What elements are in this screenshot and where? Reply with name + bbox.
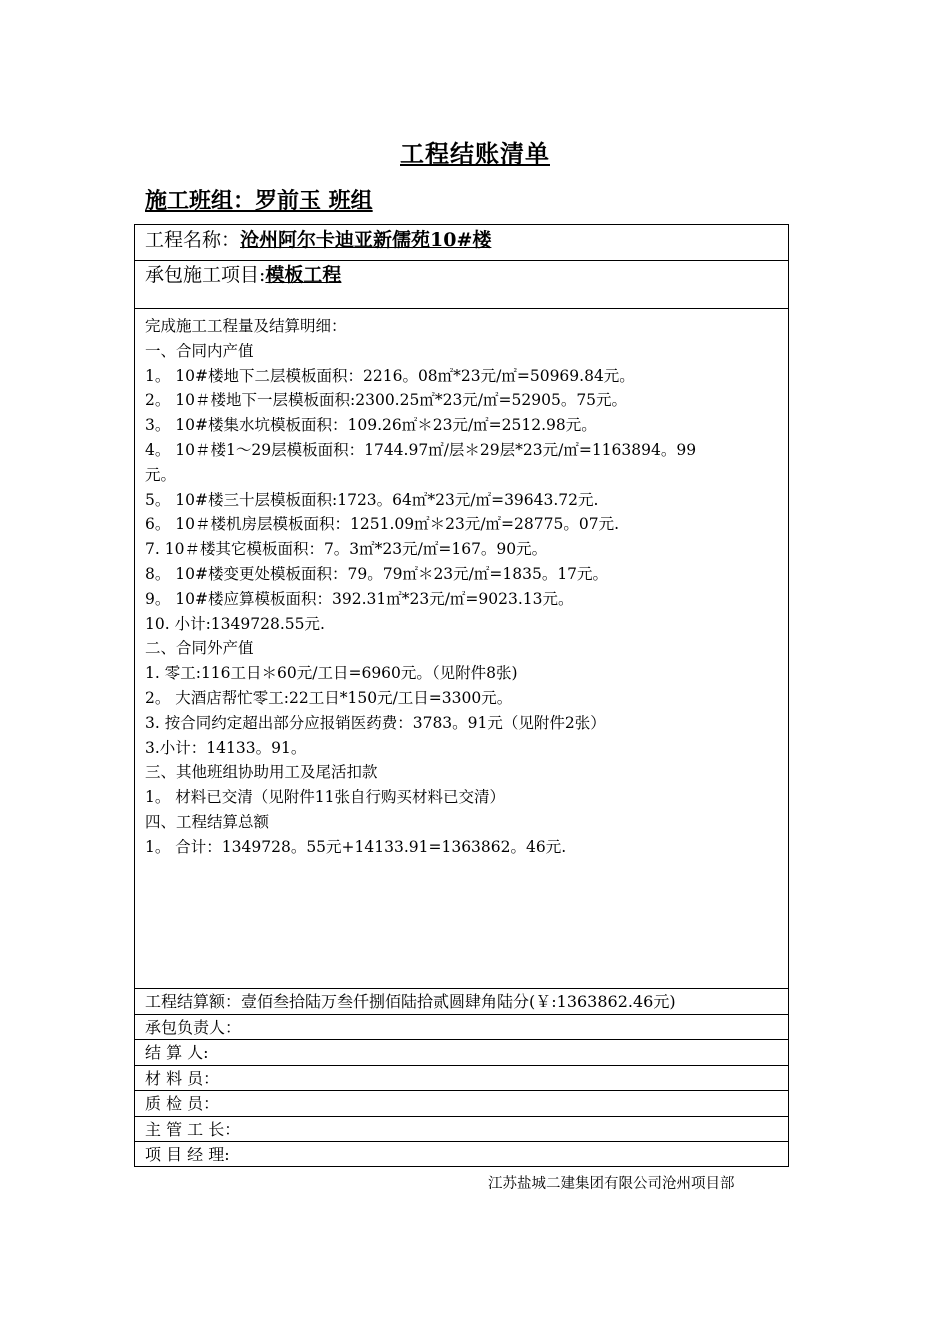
contract-item-value: 模板工程	[265, 264, 342, 286]
detail-line: 7. 10＃楼其它模板面积：7。3㎡*23元/㎡=167。90元。	[145, 540, 548, 559]
signature-settler: 结 算 人:	[135, 1040, 788, 1065]
contract-item-row	[135, 261, 788, 309]
detail-line: 完成施工工程量及结算明细：	[145, 317, 347, 335]
detail-line: 3.小计：14133。91。	[145, 738, 307, 757]
detail-line: 3. 按合同约定超出部分应报销医药费：3783。91元（见附件2张）	[145, 713, 606, 732]
detail-line: 一、合同内产值	[145, 341, 254, 360]
settlement-table	[134, 224, 789, 1167]
company-footer: 江苏盐城二建集团有限公司沧州项目部	[488, 1176, 735, 1192]
detail-line: 1。 材料已交清（见附件11张自行购买材料已交清）	[145, 788, 506, 807]
contract-item-label: 承包施工项目:	[145, 264, 266, 286]
signature-foreman: 主 管 工 长：	[135, 1117, 788, 1142]
project-name-label: 工程名称：	[145, 229, 241, 251]
detail-line: 3。 10#楼集水坑模板面积：109.26㎡＊23元/㎡=2512.98元。	[145, 416, 597, 435]
settlement-details	[135, 309, 788, 989]
detail-line: 2。 10＃楼地下一层模板面积:2300.25㎡*23元/㎡=52905。75元。	[145, 391, 628, 410]
detail-line: 1。 合计：1349728。55元+14133.91=1363862。46元.	[145, 837, 567, 856]
signature-block	[135, 1015, 788, 1167]
detail-line: 二、合同外产值	[145, 639, 254, 658]
signature-project-manager: 项 目 经 理:	[145, 1144, 230, 1164]
signature-inspector: 质 检 员：	[135, 1091, 788, 1116]
detail-line: 1. 零工:116工日＊60元/工日=6960元。（见附件8张)	[145, 664, 518, 683]
project-name-value: 沧州阿尔卡迪亚新儒苑10#楼	[240, 229, 492, 251]
signature-materials: 材 料 员：	[135, 1066, 788, 1091]
detail-line: 1。 10#楼地下二层模板面积：2216。08㎡*23元/㎡=50969.84元。	[145, 366, 635, 385]
detail-line: 4。 10＃楼1～29层模板面积：1744.97㎡/层＊29层*23元/㎡=1163894。99	[145, 440, 697, 459]
detail-line: 元。	[145, 465, 177, 484]
detail-line: 5。 10#楼三十层模板面积:1723。64㎡*23元/㎡=39643.72元.	[145, 490, 599, 509]
construction-team: 施工班组：罗前玉 班组	[145, 188, 373, 214]
document-title: 工程结账清单	[400, 139, 550, 168]
detail-line: 2。 大酒店帮忙零工:22工日*150元/工日=3300元。	[145, 688, 513, 707]
detail-line: 6。 10＃楼机房层模板面积：1251.09㎡＊23元/㎡=28775。07元.	[145, 515, 620, 534]
detail-line: 8。 10#楼变更处模板面积：79。79㎡＊23元/㎡=1835。17元。	[145, 564, 609, 583]
detail-line: 9。 10#楼应算模板面积：392.31㎡*23元/㎡=9023.13元。	[145, 589, 574, 608]
detail-line: 三、其他班组协助用工及尾活扣款	[145, 763, 378, 782]
project-name-row	[135, 225, 788, 261]
signature-contractor: 承包负责人：	[135, 1015, 788, 1040]
settlement-amount-row: 工程结算额：壹佰叁拾陆万叁仟捌佰陆拾贰圆肆角陆分(￥:1363862.46元)	[135, 989, 788, 1015]
detail-line: 四、工程结算总额	[145, 812, 270, 831]
detail-line: 10. 小计:1349728.55元.	[145, 614, 325, 633]
